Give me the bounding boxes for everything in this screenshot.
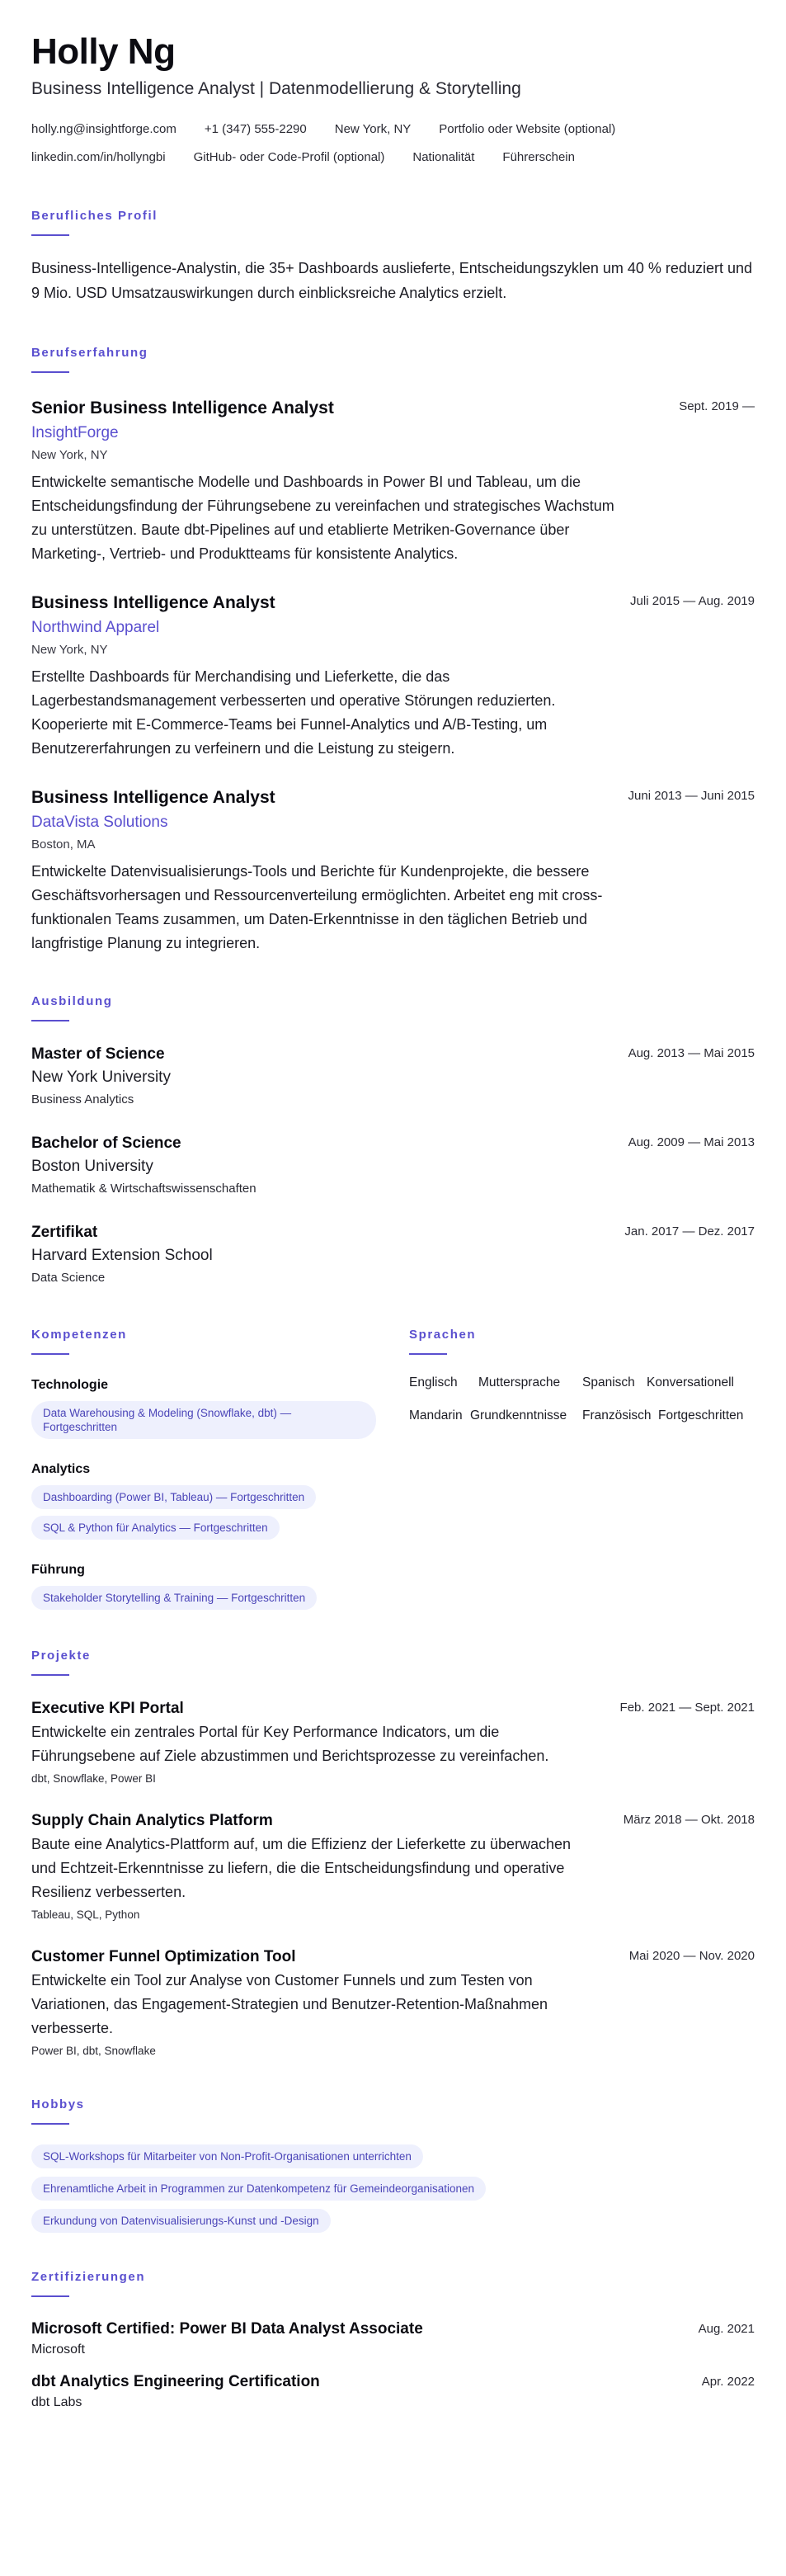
language-row: [409, 1399, 755, 1432]
contact-phone[interactable]: +1 (347) 555-2290: [204, 122, 307, 136]
project-dates: Mai 2020 — Nov. 2020: [628, 1949, 755, 1963]
edu-school: Boston University: [31, 1158, 153, 1175]
language-level: Grundkenntnisse: [470, 1408, 567, 1422]
job-location: New York, NY: [31, 643, 108, 657]
projects-section: [31, 1648, 755, 2060]
project-dates: März 2018 — Okt. 2018: [623, 1813, 755, 1827]
section-title: Kompetenzen: [31, 1328, 127, 1342]
candidate-name: Holly Ng: [31, 31, 176, 72]
education-entry: [31, 1043, 755, 1111]
project-tech: dbt, Snowflake, Power BI: [31, 1772, 156, 1785]
education-entry: [31, 1132, 755, 1200]
job-company: InsightForge: [31, 424, 119, 441]
job-description: Entwickelte semantische Modelle und Dashboards in Power BI und Tableau, um die Entscheidungsfindung der Führungsebene zu vereinfachen und strategisches Wachstum zu unterstützen. Baute dbt-Pipelines auf und etablierte Metriken-Governance über Marketing-, Vertrieb- und Produktteams für konsistente Analytics.: [31, 474, 614, 562]
profile-summary: Business-Intelligence-Analystin, die 35+ Dashboards auslieferte, Entscheidungszyklen um 40 % reduziert und 9 Mio. USD Umsatzauswirkungen durch einblicksreiche Analytics erzielt.: [31, 260, 752, 301]
resume-header: [31, 31, 755, 172]
edu-degree: Zertifikat: [31, 1224, 98, 1241]
education-section: [31, 993, 755, 1289]
project-title: Supply Chain Analytics Platform: [31, 1812, 273, 1829]
project-entry: [31, 1946, 755, 2060]
edu-dates: Aug. 2009 — Mai 2013: [628, 1135, 755, 1149]
skills-section: [31, 1327, 409, 1610]
skill-pill: Stakeholder Storytelling & Training — Fortgeschritten: [31, 1586, 317, 1610]
job-entry: [31, 396, 755, 566]
project-entry: [31, 1809, 755, 1924]
contact-email[interactable]: holly.ng@insightforge.com: [31, 122, 176, 136]
section-title: Ausbildung: [31, 994, 113, 1008]
contact-nationality: Nationalität: [412, 150, 475, 164]
contact-location: New York, NY: [334, 122, 412, 136]
section-title: Projekte: [31, 1649, 91, 1663]
edu-degree: Bachelor of Science: [31, 1135, 181, 1152]
project-tech: Power BI, dbt, Snowflake: [31, 2045, 156, 2057]
job-dates: Juli 2015 — Aug. 2019: [630, 594, 755, 608]
hobbies-section: [31, 2097, 755, 2233]
section-divider: [31, 1674, 69, 1676]
project-tech: Tableau, SQL, Python: [31, 1908, 140, 1921]
contact-github[interactable]: GitHub- oder Code-Profil (optional): [193, 150, 385, 164]
certification-entry: [31, 2371, 755, 2413]
language-row: [409, 1366, 755, 1399]
contact-linkedin[interactable]: linkedin.com/in/hollyngbi: [31, 150, 166, 164]
section-divider: [31, 371, 69, 373]
job-company: Northwind Apparel: [31, 619, 160, 636]
cert-date: Aug. 2021: [698, 2322, 755, 2336]
skills-languages-row: [31, 1327, 755, 1610]
experience-section: [31, 345, 755, 955]
section-divider: [31, 1020, 69, 1021]
project-entry: [31, 1697, 755, 1788]
languages-section: [409, 1327, 755, 1610]
section-divider: [31, 1353, 69, 1355]
section-title: Sprachen: [409, 1328, 477, 1342]
edu-field: Mathematik & Wirtschaftswissenschaften: [31, 1182, 257, 1196]
hobby-list: [31, 2144, 755, 2233]
job-location: Boston, MA: [31, 837, 96, 852]
job-dates: Juni 2013 — Juni 2015: [628, 789, 755, 803]
project-description: Entwickelte ein zentrales Portal für Key Performance Indicators, um die Führungsebene auf Ziele abzustimmen und Berichtsprozesse zu vereinfachen.: [31, 1724, 549, 1764]
job-entry: [31, 591, 755, 761]
cert-title: dbt Analytics Engineering Certification: [31, 2373, 320, 2390]
section-title: Berufliches Profil: [31, 209, 158, 223]
skill-group-title: Führung: [31, 1563, 85, 1577]
skill-group-title: Analytics: [31, 1462, 91, 1476]
contact-license: Führerschein: [502, 150, 575, 164]
skill-pill: Dashboarding (Power BI, Tableau) — Fortgeschritten: [31, 1485, 316, 1509]
edu-degree: Master of Science: [31, 1045, 165, 1063]
edu-field: Business Analytics: [31, 1092, 134, 1106]
section-divider: [31, 2123, 69, 2125]
certifications-section: [31, 2269, 755, 2413]
hobby-pill: Ehrenamtliche Arbeit in Programmen zur Datenkompetenz für Gemeindeorganisationen: [31, 2177, 486, 2201]
language-name: Mandarin: [409, 1408, 463, 1422]
job-title: Senior Business Intelligence Analyst: [31, 399, 334, 418]
edu-dates: Aug. 2013 — Mai 2015: [628, 1046, 755, 1060]
job-company: DataVista Solutions: [31, 814, 168, 831]
edu-field: Data Science: [31, 1271, 106, 1285]
section-divider: [31, 234, 69, 236]
job-title: Business Intelligence Analyst: [31, 788, 275, 807]
hobby-pill: Erkundung von Datenvisualisierungs-Kunst und -Design: [31, 2209, 331, 2233]
cert-issuer: Microsoft: [31, 2342, 85, 2357]
language-level: Muttersprache: [478, 1375, 561, 1389]
contact-portfolio[interactable]: Portfolio oder Website (optional): [439, 122, 616, 136]
project-description: Baute eine Analytics-Plattform auf, um die Effizienz der Lieferkette zu überwachen und Echtzeit-Erkenntnisse zu liefern, die die Entscheidungsfindung und operative Resilienz verbesserten.: [31, 1836, 572, 1900]
hobby-pill: SQL-Workshops für Mitarbeiter von Non-Profit-Organisationen unterrichten: [31, 2144, 423, 2168]
section-title: Berufserfahrung: [31, 346, 148, 360]
job-dates: Sept. 2019 —: [679, 399, 755, 413]
language-name: Spanisch: [582, 1375, 635, 1389]
education-entry: [31, 1221, 755, 1289]
skill-pill: SQL & Python für Analytics — Fortgeschritten: [31, 1516, 280, 1540]
language-level: Fortgeschritten: [658, 1408, 744, 1422]
project-description: Entwickelte ein Tool zur Analyse von Customer Funnels und zum Testen von Variationen, das Engagement-Strategien und Benutzer-Retention-Maßnahmen verbesserte.: [31, 1972, 548, 2036]
project-dates: Feb. 2021 — Sept. 2021: [619, 1701, 755, 1715]
job-entry: [31, 786, 755, 955]
language-name: Englisch: [409, 1375, 458, 1389]
section-title: Zertifizierungen: [31, 2270, 146, 2284]
language-name: Französisch: [582, 1408, 652, 1422]
edu-school: New York University: [31, 1069, 171, 1086]
edu-school: Harvard Extension School: [31, 1247, 213, 1264]
cert-date: Apr. 2022: [701, 2375, 755, 2389]
job-description: Entwickelte Datenvisualisierungs-Tools und Berichte für Kundenprojekte, die bessere Geschäftsvorhersagen und Ressourcenverteilung ermöglichten. Arbeitet eng mit cross-funktionalen Teams zusammen, um Daten-Erkenntnisse in den täglichen Betrieb und langfristige Planung zu integrieren.: [31, 863, 603, 951]
section-title: Hobbys: [31, 2097, 85, 2111]
contact-list: [31, 116, 755, 172]
candidate-headline: Business Intelligence Analyst | Datenmodellierung & Storytelling: [31, 79, 521, 98]
certification-entry: [31, 2319, 755, 2360]
job-location: New York, NY: [31, 448, 108, 462]
edu-dates: Jan. 2017 — Dez. 2017: [624, 1224, 755, 1238]
project-title: Executive KPI Portal: [31, 1700, 184, 1717]
skill-pill: Data Warehousing & Modeling (Snowflake, dbt) — Fortgeschritten: [31, 1401, 376, 1439]
job-description: Erstellte Dashboards für Merchandising und Lieferkette, die das Lagerbestandsmanagement verbesserten und operative Störungen reduzierten. Kooperierte mit E-Commerce-Teams bei Funnel-Analytics und A/B-Testing, um Benutzererfahrungen zu verfeinern und die Leistung zu steigern.: [31, 668, 556, 757]
skill-group-title: Technologie: [31, 1378, 109, 1392]
section-divider: [31, 2295, 69, 2297]
project-title: Customer Funnel Optimization Tool: [31, 1948, 296, 1965]
section-divider: [409, 1353, 447, 1355]
job-title: Business Intelligence Analyst: [31, 593, 275, 612]
cert-title: Microsoft Certified: Power BI Data Analyst Associate: [31, 2320, 423, 2338]
cert-issuer: dbt Labs: [31, 2395, 82, 2409]
profile-section: [31, 208, 755, 305]
language-level: Konversationell: [647, 1375, 734, 1389]
